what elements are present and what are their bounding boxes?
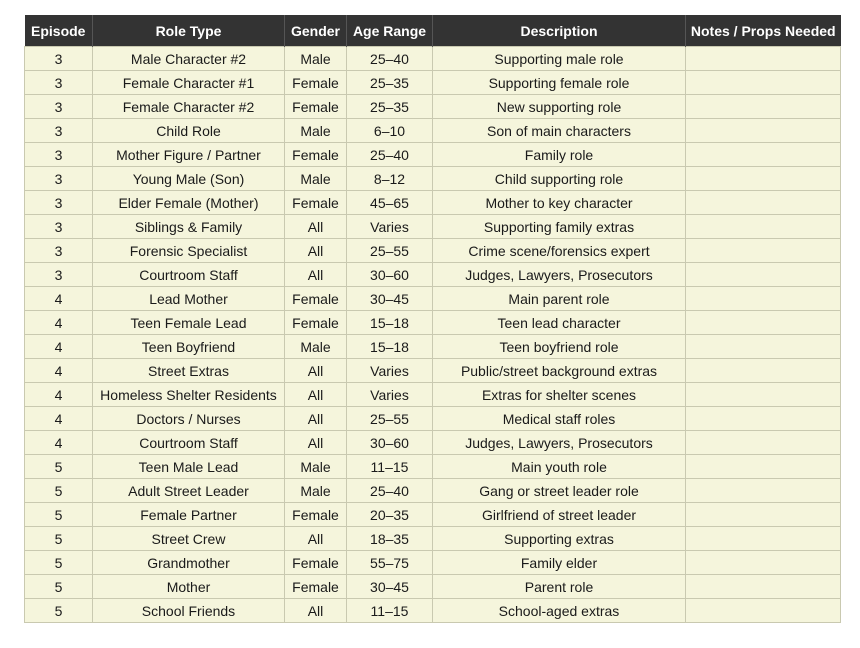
- age-range-cell: 11–15: [347, 455, 433, 479]
- description-cell: Crime scene/forensics expert: [433, 239, 686, 263]
- description-cell: Extras for shelter scenes: [433, 383, 686, 407]
- description-cell: Main parent role: [433, 287, 686, 311]
- notes-cell[interactable]: [686, 383, 841, 407]
- table-row: [25, 503, 841, 527]
- description-cell: New supporting role: [433, 95, 686, 119]
- age-range-cell: 30–60: [347, 263, 433, 287]
- age-range-cell: 45–65: [347, 191, 433, 215]
- age-range-cell: 25–40: [347, 47, 433, 71]
- description-cell: Girlfriend of street leader: [433, 503, 686, 527]
- episode-cell: 4: [25, 359, 93, 383]
- role-type-cell: Female Character #1: [93, 71, 285, 95]
- table-row: [25, 599, 841, 623]
- table-row: [25, 215, 841, 239]
- episode-cell: 5: [25, 479, 93, 503]
- notes-cell[interactable]: [686, 191, 841, 215]
- role-type-cell: Homeless Shelter Residents: [93, 383, 285, 407]
- age-range-cell: Varies: [347, 383, 433, 407]
- gender-cell: Female: [285, 575, 347, 599]
- gender-cell: Female: [285, 71, 347, 95]
- episode-cell: 3: [25, 95, 93, 119]
- notes-cell[interactable]: [686, 239, 841, 263]
- table-row: [25, 47, 841, 71]
- gender-cell: All: [285, 263, 347, 287]
- gender-cell: Female: [285, 143, 347, 167]
- notes-cell[interactable]: [686, 71, 841, 95]
- age-range-cell: 11–15: [347, 599, 433, 623]
- description-cell: Judges, Lawyers, Prosecutors: [433, 263, 686, 287]
- description-cell: Parent role: [433, 575, 686, 599]
- notes-cell[interactable]: [686, 119, 841, 143]
- age-range-cell: 25–35: [347, 71, 433, 95]
- role-type-cell: School Friends: [93, 599, 285, 623]
- episode-cell: 3: [25, 143, 93, 167]
- gender-cell: All: [285, 407, 347, 431]
- role-type-cell: Mother Figure / Partner: [93, 143, 285, 167]
- description-cell: Judges, Lawyers, Prosecutors: [433, 431, 686, 455]
- gender-cell: All: [285, 215, 347, 239]
- description-cell: School-aged extras: [433, 599, 686, 623]
- description-cell: Son of main characters: [433, 119, 686, 143]
- notes-cell[interactable]: [686, 575, 841, 599]
- notes-cell[interactable]: [686, 359, 841, 383]
- notes-cell[interactable]: [686, 215, 841, 239]
- role-type-cell: Young Male (Son): [93, 167, 285, 191]
- table-row: [25, 575, 841, 599]
- role-type-cell: Street Extras: [93, 359, 285, 383]
- gender-cell: Female: [285, 191, 347, 215]
- table-row: [25, 335, 841, 359]
- description-cell: Medical staff roles: [433, 407, 686, 431]
- gender-cell: Male: [285, 479, 347, 503]
- role-type-cell: Adult Street Leader: [93, 479, 285, 503]
- description-cell: Public/street background extras: [433, 359, 686, 383]
- age-range-cell: 8–12: [347, 167, 433, 191]
- gender-cell: Female: [285, 95, 347, 119]
- gender-cell: All: [285, 359, 347, 383]
- description-cell: Teen lead character: [433, 311, 686, 335]
- episode-cell: 3: [25, 167, 93, 191]
- age-range-cell: 15–18: [347, 311, 433, 335]
- gender-cell: Male: [285, 335, 347, 359]
- notes-cell[interactable]: [686, 503, 841, 527]
- role-type-cell: Courtroom Staff: [93, 263, 285, 287]
- age-range-cell: 30–60: [347, 431, 433, 455]
- age-range-cell: 25–35: [347, 95, 433, 119]
- role-type-cell: Female Character #2: [93, 95, 285, 119]
- gender-cell: Female: [285, 311, 347, 335]
- table-row: [25, 71, 841, 95]
- episode-cell: 3: [25, 191, 93, 215]
- age-range-cell: 15–18: [347, 335, 433, 359]
- age-range-cell: 20–35: [347, 503, 433, 527]
- description-cell: Child supporting role: [433, 167, 686, 191]
- table-row: [25, 287, 841, 311]
- notes-cell[interactable]: [686, 263, 841, 287]
- notes-cell[interactable]: [686, 143, 841, 167]
- table-row: [25, 479, 841, 503]
- notes-cell[interactable]: [686, 311, 841, 335]
- episode-cell: 3: [25, 71, 93, 95]
- description-cell: Supporting male role: [433, 47, 686, 71]
- casting-table: [24, 15, 841, 623]
- age-range-cell: 25–55: [347, 239, 433, 263]
- notes-cell[interactable]: [686, 551, 841, 575]
- episode-cell: 4: [25, 431, 93, 455]
- header-age-range: Age Range: [347, 15, 433, 47]
- episode-cell: 3: [25, 263, 93, 287]
- table-row: [25, 191, 841, 215]
- role-type-cell: Mother: [93, 575, 285, 599]
- episode-cell: 3: [25, 215, 93, 239]
- table-header-row: [25, 15, 841, 47]
- description-cell: Supporting extras: [433, 527, 686, 551]
- notes-cell[interactable]: [686, 455, 841, 479]
- description-cell: Gang or street leader role: [433, 479, 686, 503]
- table-row: [25, 143, 841, 167]
- header-role-type: Role Type: [93, 15, 285, 47]
- description-cell: Mother to key character: [433, 191, 686, 215]
- age-range-cell: 6–10: [347, 119, 433, 143]
- notes-cell[interactable]: [686, 431, 841, 455]
- header-gender: Gender: [285, 15, 347, 47]
- description-cell: Teen boyfriend role: [433, 335, 686, 359]
- description-cell: Supporting female role: [433, 71, 686, 95]
- gender-cell: All: [285, 239, 347, 263]
- table-row: [25, 551, 841, 575]
- role-type-cell: Teen Male Lead: [93, 455, 285, 479]
- notes-cell[interactable]: [686, 407, 841, 431]
- casting-table-container: [24, 15, 840, 623]
- notes-cell[interactable]: [686, 527, 841, 551]
- role-type-cell: Street Crew: [93, 527, 285, 551]
- role-type-cell: Siblings & Family: [93, 215, 285, 239]
- header-notes: Notes / Props Needed: [686, 15, 841, 47]
- notes-cell[interactable]: [686, 47, 841, 71]
- description-cell: Family role: [433, 143, 686, 167]
- description-cell: Family elder: [433, 551, 686, 575]
- role-type-cell: Doctors / Nurses: [93, 407, 285, 431]
- episode-cell: 5: [25, 503, 93, 527]
- role-type-cell: Lead Mother: [93, 287, 285, 311]
- age-range-cell: 25–40: [347, 479, 433, 503]
- table-row: [25, 407, 841, 431]
- gender-cell: All: [285, 527, 347, 551]
- episode-cell: 3: [25, 239, 93, 263]
- table-row: [25, 527, 841, 551]
- age-range-cell: 30–45: [347, 287, 433, 311]
- episode-cell: 4: [25, 287, 93, 311]
- table-row: [25, 359, 841, 383]
- header-description: Description: [433, 15, 686, 47]
- table-row: [25, 167, 841, 191]
- episode-cell: 5: [25, 599, 93, 623]
- episode-cell: 4: [25, 311, 93, 335]
- notes-cell[interactable]: [686, 599, 841, 623]
- gender-cell: Female: [285, 287, 347, 311]
- age-range-cell: 55–75: [347, 551, 433, 575]
- episode-cell: 5: [25, 575, 93, 599]
- description-cell: Main youth role: [433, 455, 686, 479]
- notes-cell[interactable]: [686, 95, 841, 119]
- notes-cell[interactable]: [686, 287, 841, 311]
- gender-cell: Male: [285, 167, 347, 191]
- age-range-cell: 25–40: [347, 143, 433, 167]
- episode-cell: 4: [25, 383, 93, 407]
- table-row: [25, 311, 841, 335]
- header-episode: Episode: [25, 15, 93, 47]
- notes-cell[interactable]: [686, 479, 841, 503]
- description-cell: Supporting family extras: [433, 215, 686, 239]
- episode-cell: 4: [25, 335, 93, 359]
- age-range-cell: 25–55: [347, 407, 433, 431]
- gender-cell: Male: [285, 455, 347, 479]
- notes-cell[interactable]: [686, 335, 841, 359]
- role-type-cell: Courtroom Staff: [93, 431, 285, 455]
- age-range-cell: 18–35: [347, 527, 433, 551]
- episode-cell: 3: [25, 47, 93, 71]
- gender-cell: Male: [285, 119, 347, 143]
- age-range-cell: Varies: [347, 215, 433, 239]
- table-row: [25, 455, 841, 479]
- role-type-cell: Teen Female Lead: [93, 311, 285, 335]
- episode-cell: 4: [25, 407, 93, 431]
- gender-cell: All: [285, 431, 347, 455]
- role-type-cell: Child Role: [93, 119, 285, 143]
- age-range-cell: Varies: [347, 359, 433, 383]
- table-row: [25, 263, 841, 287]
- age-range-cell: 30–45: [347, 575, 433, 599]
- role-type-cell: Forensic Specialist: [93, 239, 285, 263]
- episode-cell: 3: [25, 119, 93, 143]
- notes-cell[interactable]: [686, 167, 841, 191]
- gender-cell: Female: [285, 551, 347, 575]
- episode-cell: 5: [25, 455, 93, 479]
- table-body: [25, 47, 841, 623]
- episode-cell: 5: [25, 527, 93, 551]
- table-row: [25, 95, 841, 119]
- role-type-cell: Teen Boyfriend: [93, 335, 285, 359]
- role-type-cell: Elder Female (Mother): [93, 191, 285, 215]
- table-row: [25, 239, 841, 263]
- episode-cell: 5: [25, 551, 93, 575]
- gender-cell: All: [285, 599, 347, 623]
- role-type-cell: Male Character #2: [93, 47, 285, 71]
- table-row: [25, 431, 841, 455]
- table-row: [25, 119, 841, 143]
- gender-cell: All: [285, 383, 347, 407]
- gender-cell: Female: [285, 503, 347, 527]
- gender-cell: Male: [285, 47, 347, 71]
- role-type-cell: Female Partner: [93, 503, 285, 527]
- role-type-cell: Grandmother: [93, 551, 285, 575]
- table-row: [25, 383, 841, 407]
